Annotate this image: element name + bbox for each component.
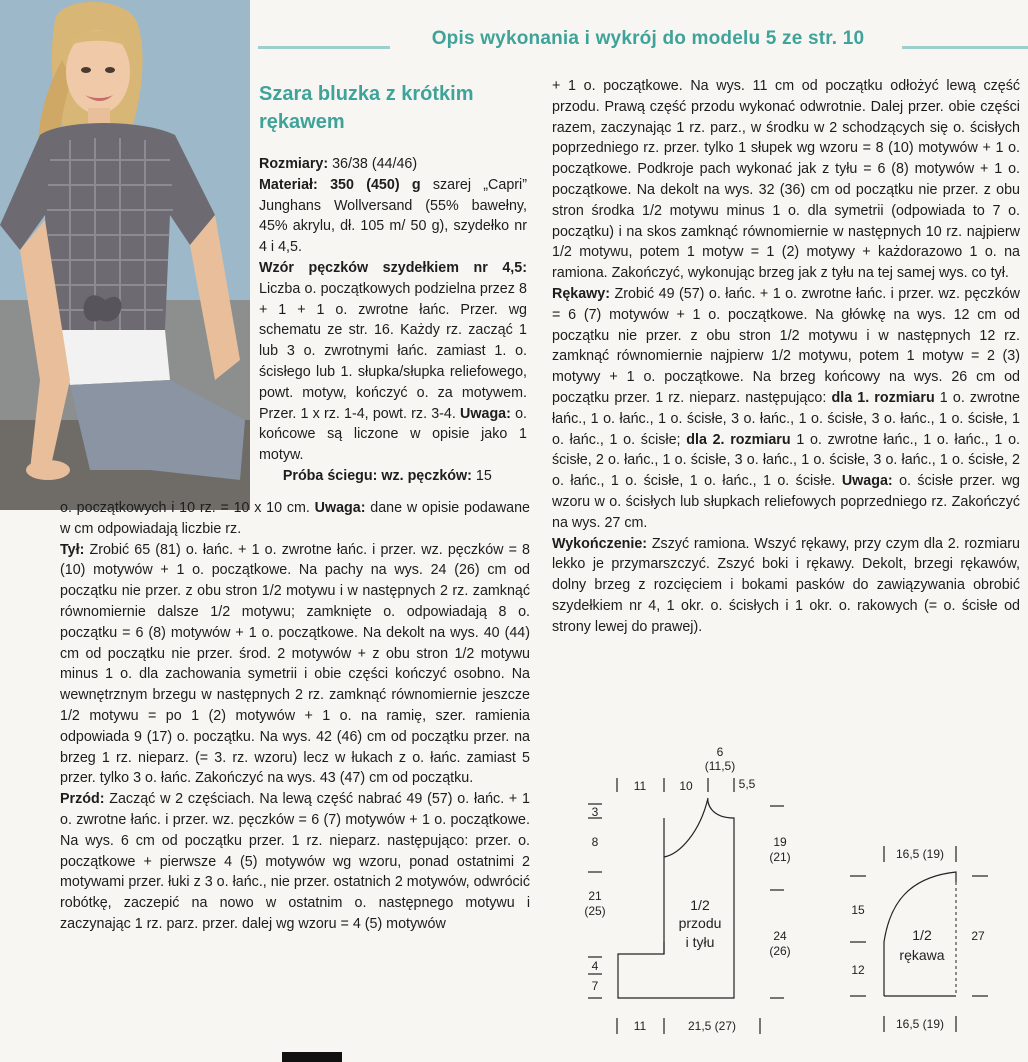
dim-body-left-4: 4 bbox=[591, 959, 599, 973]
bold-run: Wzór pęczków szydełkiem nr 4,5: bbox=[259, 259, 527, 276]
bold-run: Uwaga: bbox=[841, 473, 893, 490]
bold-run: Materiał: 350 (450) g bbox=[259, 176, 421, 193]
text-run: o. końcowe są liczone w opisie jako 1 motyw. bbox=[259, 405, 527, 464]
bold-run: Uwaga: bbox=[460, 405, 511, 422]
paragraph bbox=[552, 284, 1020, 534]
text-run: 36/38 (44/46) bbox=[328, 156, 418, 172]
header-rule-left bbox=[258, 46, 390, 49]
bold-run: Wykończenie: bbox=[552, 535, 648, 552]
paragraph bbox=[552, 76, 1020, 284]
header-title: Opis wykonania i wykrój do modelu 5 ze str. 10 bbox=[431, 28, 865, 49]
paragraph bbox=[60, 498, 530, 540]
dim-sleeve-left-12: 12 bbox=[851, 963, 865, 977]
paragraph bbox=[259, 175, 527, 258]
text-column-b bbox=[60, 498, 530, 935]
dim-body-left-8: 8 bbox=[591, 835, 599, 849]
text-run: o. ścisłe przer. wg wzoru w o. ścisłych lub słupkach reliefowych poprzedniego rz. Zakończyć na wys. 27 cm. bbox=[552, 473, 1021, 531]
bold-run: Próba ściegu: wz. pęczków: bbox=[282, 467, 472, 484]
pattern-diagram bbox=[570, 742, 1020, 1042]
dim-body-left-7: 7 bbox=[591, 979, 599, 993]
text-run: Zrobić 49 (57) o. łańc. + 1 o. zwrotne łańc. i przer. wz. pęczków = 6 (7) motywów + 1 o. początkowe. Na główkę na wys. 12 cm od początku nie przer. z obu stron 1/2 motywu i w następnych 12 rz. zamknąć równomiernie najpierw 1/2 motywu, potem 1 motyw = 2 (3) motywy + 1 o. początkowe. Na brzeg końcowy na wys. 26 cm od początku przer. 1 rz. nieparz. następująco: bbox=[552, 285, 1020, 406]
dim-body-top-10: 10 bbox=[679, 779, 693, 793]
bold-run: Uwaga: bbox=[314, 500, 366, 516]
text-run: Liczba o. początkowych podzielna przez 8 + 1 + 1 o. zwrotne łańc. Przer. wg schematu ze str. 16. Każdy rz. zacząć 1 lub 3 o. zwrotnymi łańc. zamiast 1. o. ścisłego lub 1. słupka/słupka reliefowego, powt. motyw, kończyć o. za motywem. Przer. 1 x rz. 1-4, powt. rz. 3-4. bbox=[259, 280, 527, 422]
header-rule-right bbox=[902, 46, 1028, 49]
sleeve-label-2: rękawa bbox=[899, 947, 945, 963]
model-title: Szara bluzka z krótkim rękawem bbox=[259, 83, 474, 133]
bold-run: Rozmiary: bbox=[259, 156, 329, 172]
text-column-c bbox=[552, 76, 1020, 638]
dim-body-top-11: 11 bbox=[633, 779, 647, 793]
bold-run: dla 1. rozmiaru bbox=[831, 389, 935, 406]
paragraph bbox=[259, 258, 527, 466]
paragraph bbox=[60, 540, 530, 790]
sleeve-pattern-piece bbox=[850, 846, 988, 1032]
paragraph bbox=[60, 789, 530, 935]
dim-sleeve-top: 16,5 (19) bbox=[895, 847, 945, 861]
dim-sleeve-bottom: 16,5 (19) bbox=[895, 1017, 945, 1031]
dim-sleeve-left-15: 15 bbox=[851, 903, 865, 917]
dim-body-right-24: 24 bbox=[773, 929, 787, 943]
dim-body-right-26: (26) bbox=[769, 944, 791, 958]
text-column-a bbox=[259, 154, 527, 487]
sleeve-label-1: 1/2 bbox=[912, 927, 932, 943]
text-run: dane w opisie podawane w cm odpowiadają liczbie rz. bbox=[60, 500, 531, 537]
dim-body-bottom-215: 21,5 (27) bbox=[687, 1019, 737, 1033]
body-pattern-piece bbox=[584, 745, 790, 1034]
dim-body-bottom-11: 11 bbox=[633, 1019, 647, 1033]
dim-body-left-3: 3 bbox=[591, 805, 599, 819]
page-corner-mark bbox=[282, 1052, 342, 1062]
text-run: 1 o. zwrotne łańc., 1 o. łańc., 1 o. ścisłe, 2 o. łańc., 1 o. ścisłe, 3 o. łańc., 1 o. ścisłe, 3 o. łańc., 1 o. ścisłe, 2 o. łańc., 1 o. ścisłe, 1 o. łańc., 1 o. ścisłe. bbox=[552, 431, 1020, 490]
dim-body-left-21: 21 bbox=[588, 889, 602, 903]
text-run: Zacząć w 2 częściach. Na lewą część nabrać 49 (57) o. łańc. + 1 o. zwrotne łańc. i przer. wz. pęczków = 6 (7) motywów + 1 o. początkowe. Na wys. 6 cm od początku przer. 1 rz. nieparz. następująco: przer. o. początkowe + pierwsze 4 (5) motywów wg wzoru, ponad ostatnimi 2 motywami przer. łuki z 3 o. łańc., nie przer. ostatnich 2 motywów, odwrócić robótkę, zaczepić na nowo w ostatnim o. następnego motywu i zaczynając 1 rz. parz. przer. dalej wg wzoru = 4 (5) motywów bbox=[60, 791, 530, 932]
body-label-3: i tyłu bbox=[685, 934, 715, 950]
dim-body-right-19: 19 bbox=[773, 835, 787, 849]
dim-body-top-55: 5,5 bbox=[738, 777, 756, 791]
body-label-2: przodu bbox=[678, 915, 722, 931]
text-run: szarej „Capri” Junghans Wollversand (55% bawełny, 45% akrylu, dł. 105 m/ 50 g), szydełko nr 4 i 4,5. bbox=[259, 176, 527, 256]
model-photo-illustration bbox=[0, 0, 250, 510]
dim-body-top-6: 6 bbox=[716, 745, 724, 759]
text-run: 15 bbox=[471, 467, 492, 484]
body-label-1: 1/2 bbox=[690, 897, 710, 913]
paragraph bbox=[259, 154, 527, 175]
dim-body-right-21: (21) bbox=[769, 850, 791, 864]
bold-run: Rękawy: bbox=[552, 285, 611, 302]
text-run: Zszyć ramiona. Wszyć rękawy, przy czym dla 2. rozmiaru lekko je przymarszczyć. Zszyć boki i rękawy. Dekolt, brzegi rękawów, dolny brzeg z rozcięciem i bokami pasków do zawiązywania obrobić szydełkiem nr 4, 1 okr. o. ścisłych i 1 okr. o. rakowych (= o. ścisłe od strony lewej do prawej). bbox=[552, 535, 1020, 635]
bold-run: Przód: bbox=[60, 791, 105, 808]
paragraph bbox=[552, 534, 1020, 638]
text-run: + 1 o. początkowe. Na wys. 11 cm od początku odłożyć lewą część przodu. Prawą część przodu wykonać odwrotnie. Dalej przer. obie części razem, zaczynając 1 rz. parz., w środku w 2 schodzących się o. ścisłych poprzedniego rz. przer. tylko 1 słupek wg wzoru = 8 (10) motywów + 1 o. początkowe. Podkroje pach wykonać jak z tyłu = 6 (8) motywów + 1 o. początkowe. Na dekolt na wys. 32 (36) cm od początku nie przer. z obu stron środka 1/2 motywu minus 1 o. dla symetrii (odpowiada to 7 o. początku) i na skos zamknąć równomiernie w następnych 10 rz. najpierw 1/2 motywu, potem 1 motyw = 1 (2) motywy + każdorazowo 1 o. na ramiona. Zakończyć, wykonując brzeg jak z tyłu na tej samej wys. co tył. bbox=[552, 78, 1020, 282]
dim-sleeve-right-27: 27 bbox=[971, 929, 985, 943]
text-run: o. początkowych i 10 rz. = 10 x 10 cm. bbox=[60, 500, 315, 516]
section-header bbox=[258, 28, 1028, 62]
text-run: 1 o. zwrotne łańc., 1 o. łańc., 1 o. ścisłe, 3 o. łańc., 1 o. ścisłe, 3 o. łańc., 1 o. ścisłe, 1 o. łańc., 1 o. ścisłe; bbox=[552, 389, 1020, 448]
model-photo bbox=[0, 0, 250, 510]
bold-run: dla 2. rozmiaru bbox=[686, 431, 791, 448]
dim-body-left-25: (25) bbox=[584, 904, 606, 918]
paragraph bbox=[259, 466, 527, 487]
dim-body-top-115: (11,5) bbox=[704, 759, 736, 773]
bold-run: Tył: bbox=[60, 541, 85, 558]
text-run bbox=[259, 468, 283, 484]
text-run: Zrobić 65 (81) o. łańc. + 1 o. zwrotne łańc. i przer. wz. pęczków = 8 (10) motywów + 1 o. początkowe. Na pachy na wys. 24 (26) cm od początku nie przer. z obu stron 1/2 motywu i w następnych 2 rz. zamknąć równomiernie dalsze 1/2 motywu; zamknięte o. odpowiadają 8 o. początku = 6 (8) motywów + 1 o. początkowe. Na dekolt na wys. 40 (44) cm od początku nie przer. środ. 2 motywów + z obu stron 1/2 motywu minus 1 o. dla zachowania symetrii i obie części kończyć osobno. Na wewnętrznym brzegu w następnych 2 rz. zamknąć równomiernie jeszcze 1/2 motywu = po 1 (2) motywów + 1 o. na ramię, szer. ramienia odpowiada 9 (17) o. początku. Na wys. 42 (46) cm od początku przer. na brzeg 1 rz. nieparz. (= 3. rz. wzoru) lecz w łukach z o. łańc. zamiast 5 przer. tylko 3 o. łańc. Zakończyć na wys. 43 (47) cm od początku. bbox=[60, 541, 530, 787]
